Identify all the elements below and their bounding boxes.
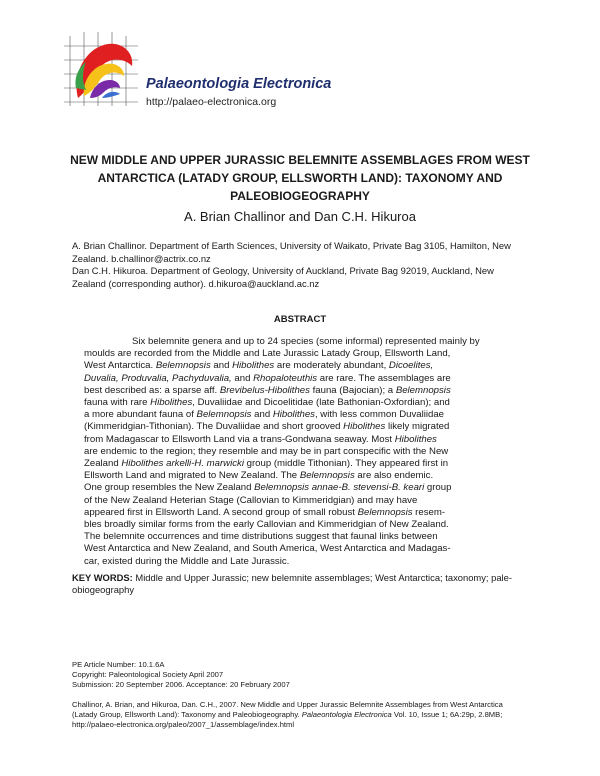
abstract-line: of the New Zealand Heterian Stage (Callovian to Kimmeridgian) and may have bbox=[84, 494, 418, 506]
title-line: PALEOBIOGEOGRAPHY bbox=[230, 189, 370, 203]
title-line: NEW MIDDLE AND UPPER JURASSIC BELEMNITE ASSEMBLAGES FROM WEST bbox=[70, 153, 530, 167]
abstract-line: fauna with rare Hibolithes, Duvaliidae and Dicoelitidae (late Bathonian-Oxfordian); and bbox=[84, 397, 450, 409]
abstract-line: appeared first in Ellsworth Land. A second group of small robust Belemnopsis resem- bbox=[84, 506, 446, 518]
abstract-line: are endemic to the region; they resemble and may be in part conspecific with the New bbox=[84, 445, 449, 457]
citation-url[interactable]: http://palaeo-electronica.org/paleo/2007_1/assemblage/index.html bbox=[72, 720, 295, 730]
abstract-line: West Antarctica. Belemnopsis and Hibolithes are moderately abundant, Dicoelites, bbox=[84, 360, 434, 372]
keywords-line: KEY WORDS: Middle and Upper Jurassic; new belemnite assemblages; West Antarctica; taxonomy; pale- bbox=[72, 572, 512, 583]
affiliation-line: Zealand. b.challinor@actrix.co.nz bbox=[72, 252, 211, 264]
keywords bbox=[72, 572, 542, 596]
keywords-line: obiogeography bbox=[72, 584, 135, 596]
abstract-line: best described as: a sparse aff. Brevibelus-Hibolithes fauna (Bajocian); a Belemnopsis bbox=[84, 384, 451, 396]
affiliation-line: Zealand (corresponding author). d.hikuroa@auckland.ac.nz bbox=[72, 277, 320, 289]
abstract-line: car, existed during the Middle and Late Jurassic. bbox=[84, 555, 290, 567]
article-meta bbox=[72, 660, 542, 691]
article-number: PE Article Number: 10.1.6A bbox=[72, 660, 165, 669]
abstract-line: from Madagascar to Ellsworth Land via a trans-Gondwana seaway. Most Hibolithes bbox=[84, 433, 437, 445]
abstract-line: bles broadly similar forms from the early Callovian and Kimmeridgian of New Zealand. bbox=[84, 519, 449, 531]
abstract-line: (Kimmeridgian-Tithonian). The Duvaliidae and short grooved Hibolithes likely migrated bbox=[84, 421, 450, 433]
abstract-body bbox=[84, 336, 516, 568]
abstract-line: a more abundant fauna of Belemnopsis and Hibolithes, with less common Duvaliidae bbox=[84, 409, 445, 421]
citation bbox=[72, 700, 542, 731]
journal-name: Palaeontologia Electronica bbox=[146, 76, 332, 92]
journal-logo-icon bbox=[62, 26, 142, 110]
title-line: ANTARCTICA (LATADY GROUP, ELLSWORTH LAND): TAXONOMY AND bbox=[97, 171, 503, 185]
abstract-heading: ABSTRACT bbox=[273, 314, 327, 325]
citation-line: Challinor, A. Brian, and Hikuroa, Dan. C.H., 2007. New Middle and Upper Jurassic Belemnite Assemblages from West Antarctica bbox=[72, 700, 503, 709]
article-title bbox=[60, 151, 540, 205]
affiliation-line: Dan C.H. Hikuroa. Department of Geology, University of Auckland, Private Bag 92019, Auckland, New bbox=[72, 265, 494, 277]
abstract-line: The belemnite occurrences and time distributions suggest that faunal links between bbox=[84, 531, 438, 543]
affiliations bbox=[72, 240, 542, 290]
copyright: Copyright: Paleontological Society April 2007 bbox=[72, 670, 224, 680]
journal-url[interactable]: http://palaeo-electronica.org bbox=[146, 96, 277, 108]
affiliation-line: A. Brian Challinor. Department of Earth Sciences, University of Waikato, Private Bag 3105, Hamilton, New bbox=[72, 240, 511, 251]
abstract-line: One group resembles the New Zealand Belemnopsis annae-B. stevensi-B. keari group bbox=[84, 482, 452, 494]
submission-dates: Submission: 20 September 2006. Acceptance: 20 February 2007 bbox=[72, 680, 290, 690]
author-list: A. Brian Challinor and Dan C.H. Hikuroa bbox=[184, 209, 416, 224]
abstract-line: Six belemnite genera and up to 24 species (some informal) represented mainly by bbox=[132, 336, 480, 347]
citation-line: (Latady Group, Ellsworth Land): Taxonomy and Paleobiogeography. Palaeontologia Electronica Vol. 10, Issue 1; 6A:29p, 2.8MB; bbox=[72, 710, 503, 720]
abstract-line: Ellsworth Land and migrated to New Zealand. The Belemnopsis are also endemic. bbox=[84, 470, 434, 482]
abstract-line: Zealand Hibolithes arkelli-H. marwicki group (middle Tithonian). They appeared first in bbox=[84, 458, 449, 470]
abstract-line: West Antarctica and New Zealand, and South America, West Antarctica and Madagas- bbox=[84, 543, 451, 555]
keywords-label: KEY WORDS: bbox=[72, 572, 133, 583]
abstract-line: Duvalia, Produvalia, Pachyduvalia, and Rhopaloteuthis are rare. The assemblages are bbox=[84, 372, 451, 384]
abstract-line: moulds are recorded from the Middle and Late Jurassic Latady Group, Ellsworth Land, bbox=[84, 348, 451, 360]
